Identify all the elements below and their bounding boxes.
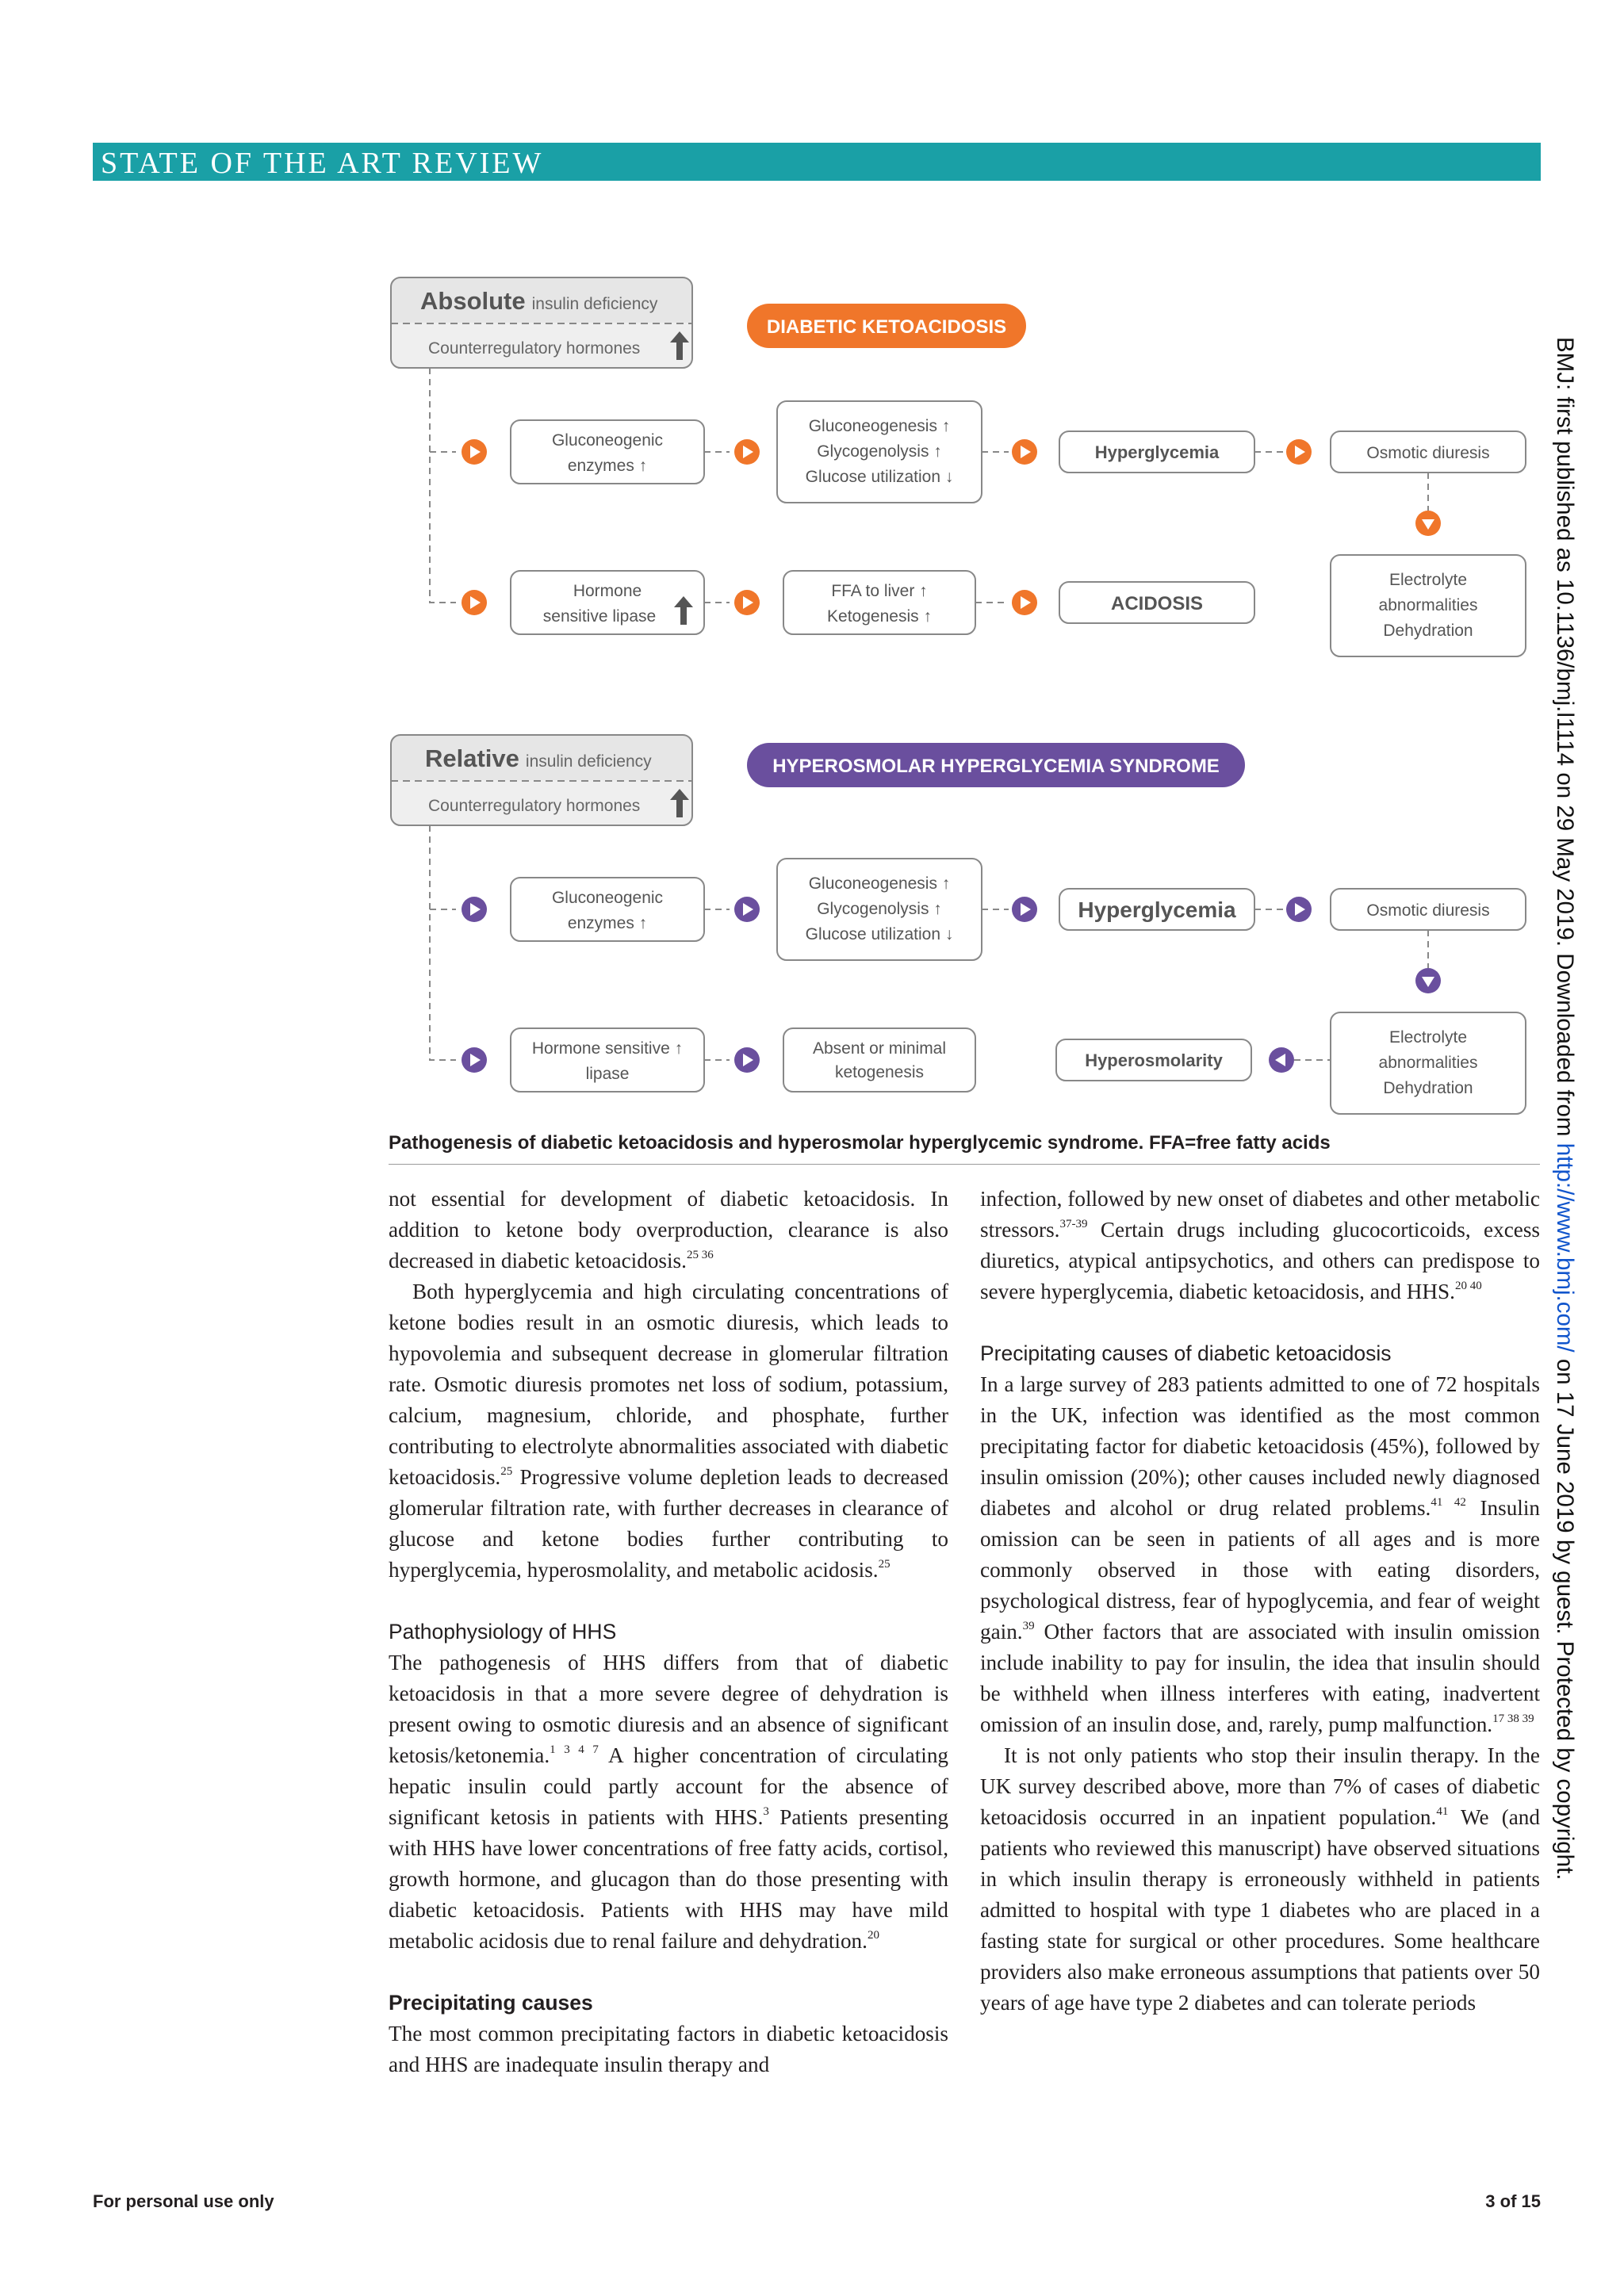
svg-text:Absent or minimal: Absent or minimal <box>812 1039 947 1058</box>
dka-deficiency-label: Absolute insulin deficiency <box>420 287 658 315</box>
svg-text:Osmotic diuresis: Osmotic diuresis <box>1366 901 1490 920</box>
section-heading: Precipitating causes of diabetic ketoacidosis <box>980 1341 1392 1365</box>
dka-title: DIABETIC KETOACIDOSIS <box>766 316 1007 338</box>
svg-text:Glycogenolysis ↑: Glycogenolysis ↑ <box>817 442 942 461</box>
svg-text:lipase: lipase <box>585 1065 630 1083</box>
svg-text:Hormone sensitive ↑: Hormone sensitive ↑ <box>531 1039 684 1058</box>
paragraph: not essential for development of diabetic ketoacidosis. In addition to ketone body overproduction, clearance is also decreased in diabetic ketoacidosis.$^{25 36}$ <box>389 1187 948 1272</box>
caption-rule <box>389 1164 1540 1165</box>
section-label: STATE OF THE ART REVIEW <box>101 147 544 180</box>
svg-text:Gluconeogenic: Gluconeogenic <box>551 431 664 450</box>
section-heading: Precipitating causes <box>389 1991 593 2015</box>
svg-text:Gluconeogenesis ↑: Gluconeogenesis ↑ <box>808 874 951 893</box>
side-note-link[interactable]: http://www.bmj.com/ <box>1552 1142 1578 1353</box>
paragraph: In a large survey of 283 patients admitted to one of 72 hospitals in the UK, infection was identified as the most common precipitating factor for diabetic ketoacidosis (45%), followed by insulin omission (20%); other causes included newly diagnosed diabetes and alcohol or drug related problems.$^{41 42}$ Insulin omission can be seen in patients of all ages and is more commonly observed in those with eating disorders, psychological distress, fear of hypoglycemia, and fear of weight gain.$^{39}$ Other factors that are associated with insulin omission include inability to pay for insulin, the idea that insulin should be withheld when illness interferes with eating, inadvertent omission of an insulin dose, and, rarely, pump malfunction.$^{17 38 39}$ <box>980 1372 1540 1736</box>
svg-text:abnormalities: abnormalities <box>1378 1054 1478 1072</box>
paragraph: infection, followed by new onset of diabetes and other metabolic stressors.$^{37-39}$ Certain drugs including glucocorticoids, excess diuretics, atypical antipsychotics, and others can predispose to severe hyperglycemia, diabetic ketoacidosis, and HHS.$^{20 40}$ <box>980 1187 1540 1303</box>
figure-caption: Pathogenesis of diabetic ketoacidosis and hyperosmolar hyperglycemic syndrome. FFA=free fatty acids <box>389 1132 1331 1154</box>
paragraph: Both hyperglycemia and high circulating concentrations of ketone bodies result in an osmotic diuresis, which leads to hypovolemia and subsequent decrease in glomerular filtration rate. Osmotic diuresis promotes net loss of sodium, potassium, calcium, magnesium, chloride, and phosphate, further contributing to electrolyte abnormalities associated with diabetic ketoacidosis.$^{25}$ Progressive volume depletion leads to decreased glomerular filtration rate, with further decreases in clearance of glucose and ketone bodies further contributing to hyperglycemia, hyperosmolality, and metabolic acidosis.$^{25}$ <box>389 1280 948 1582</box>
hhs-panel <box>391 735 1526 1114</box>
svg-text:Gluconeogenic: Gluconeogenic <box>551 889 664 907</box>
svg-text:sensitive lipase: sensitive lipase <box>542 607 657 626</box>
svg-text:Electrolyte: Electrolyte <box>1388 1028 1468 1047</box>
svg-text:enzymes ↑: enzymes ↑ <box>567 457 648 475</box>
svg-text:Glucose utilization ↓: Glucose utilization ↓ <box>805 925 954 943</box>
svg-text:enzymes ↑: enzymes ↑ <box>567 914 648 932</box>
hhs-counter-label: Counterregulatory hormones <box>428 797 641 815</box>
paragraph: It is not only patients who stop their insulin therapy. In the UK survey described above, more than 7% of cases of diabetic ketoacidosis occurred in an inpatient population.$^{41}$ We (and patients who reviewed this manuscript) have observed situations in which insulin therapy is erroneously withheld in patients admitted to hospital with type 1 diabetes who are placed in a fasting state for surgical or other procedures. Some healthcare providers also make erroneous assumptions that patients over 50 years of age have type 2 diabetes and can tolerate periods <box>980 1743 1540 2015</box>
hhs-deficiency-label: Relative insulin deficiency <box>425 744 652 772</box>
svg-text:FFA to liver ↑: FFA to liver ↑ <box>831 582 928 600</box>
svg-text:Dehydration: Dehydration <box>1383 1079 1473 1097</box>
hhs-box-absent-ketogenesis <box>783 1028 975 1092</box>
side-copyright-note <box>1551 337 1578 1880</box>
svg-text:Hyperosmolarity: Hyperosmolarity <box>1085 1050 1223 1070</box>
svg-text:Hyperglycemia: Hyperglycemia <box>1078 897 1236 922</box>
svg-text:Electrolyte: Electrolyte <box>1388 571 1468 589</box>
svg-text:ketogenesis: ketogenesis <box>834 1063 925 1081</box>
svg-text:Glycogenolysis ↑: Glycogenolysis ↑ <box>817 900 942 918</box>
svg-text:Osmotic diuresis: Osmotic diuresis <box>1366 444 1490 462</box>
svg-text:Glucose utilization ↓: Glucose utilization ↓ <box>805 468 954 486</box>
svg-text:Dehydration: Dehydration <box>1383 622 1473 640</box>
svg-text:Hormone: Hormone <box>573 582 642 600</box>
svg-text:ACIDOSIS: ACIDOSIS <box>1110 593 1204 614</box>
footer-left: For personal use only <box>93 2191 274 2211</box>
paragraph: The pathogenesis of HHS differs from that of diabetic ketoacidosis in that a more severe degree of dehydration is present owing to osmotic diuresis and an absence of significant ketosis/ketonemia.$^{1 3 4 7}$ A higher concentration of circulating hepatic insulin could partly account for the absence of significant ketosis in patients with HHS.$^3$ Patients presenting with HHS have lower concentrations of free fatty acids, cortisol, growth hormone, and glucagon than do those presenting with diabetic ketoacidosis. Patients with HHS may have mild metabolic acidosis due to renal failure and dehydration.$^{20}$ <box>389 1651 949 1953</box>
hhs-title: HYPEROSMOLAR HYPERGLYCEMIA SYNDROME <box>772 756 1220 777</box>
svg-text:Ketogenesis ↑: Ketogenesis ↑ <box>827 607 932 626</box>
dka-panel <box>391 277 1526 656</box>
side-note-prefix: BMJ: first published as 10.1136/bmj.l1114 on 29 May 2019. Downloaded from <box>1552 337 1578 1143</box>
left-column <box>389 1184 948 2080</box>
right-column <box>980 1184 1540 2019</box>
svg-text:Hyperglycemia: Hyperglycemia <box>1094 442 1220 462</box>
page-number: 3 of 15 <box>1485 2191 1541 2211</box>
pathogenesis-figure <box>357 262 1546 1118</box>
section-heading: Pathophysiology of HHS <box>389 1620 617 1644</box>
paragraph: The most common precipitating factors in diabetic ketoacidosis and HHS are inadequate insulin therapy and <box>389 2022 948 2076</box>
side-note-suffix: on 17 June 2019 by guest. Protected by copyright. <box>1552 1352 1578 1881</box>
dka-counter-label: Counterregulatory hormones <box>428 339 641 358</box>
section-banner <box>93 143 1541 181</box>
svg-text:abnormalities: abnormalities <box>1378 596 1478 614</box>
svg-text:Gluconeogenesis ↑: Gluconeogenesis ↑ <box>808 417 951 435</box>
